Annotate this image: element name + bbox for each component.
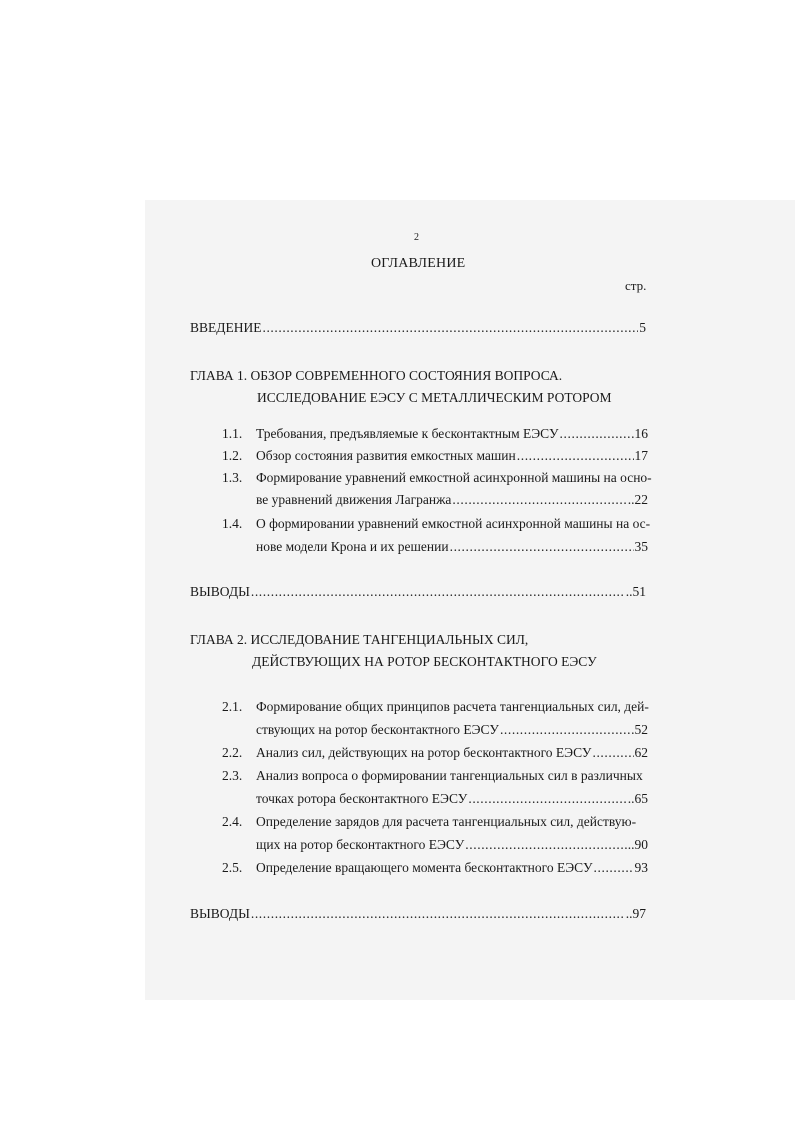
- toc-page: ..51: [625, 584, 646, 599]
- chapter1-heading-line2: ИССЛЕДОВАНИЕ ЕЭСУ С МЕТАЛЛИЧЕСКИМ РОТОРОМ: [257, 390, 612, 405]
- toc-page: 17: [634, 448, 648, 463]
- toc-entry-1-4-line1[interactable]: О формировании уравнений емкостной асинхронной машины на ос-: [256, 516, 651, 531]
- toc-label: точках ротора бесконтактного ЕЭСУ: [256, 791, 468, 806]
- toc-entry-2-3[interactable]: [256, 789, 648, 809]
- toc-entry-ch2-conclusions[interactable]: [190, 904, 646, 924]
- toc-entry-1-3-line1[interactable]: Формирование уравнений емкостной асинхронной машины на осно-: [256, 470, 652, 485]
- page-title: ОГЛАВЛЕНИЕ: [371, 256, 466, 271]
- toc-number: 2.3.: [222, 768, 243, 783]
- toc-entry-1-1[interactable]: [256, 424, 648, 444]
- page-number: 2: [414, 232, 419, 243]
- toc-entry-2-4-line1[interactable]: Определение зарядов для расчета тангенциальных сил, действую-: [256, 814, 637, 829]
- toc-label: Требования, предъявляемые к бесконтактным ЕЭСУ: [256, 426, 559, 441]
- toc-page: 16: [634, 426, 648, 441]
- toc-label: ВВЕДЕНИЕ: [190, 320, 262, 335]
- toc-page: 5: [639, 320, 646, 335]
- leader-dots: [594, 858, 634, 878]
- leader-dots: [465, 835, 626, 855]
- toc-label: Определение вращающего момента бесконтактного ЕЭСУ: [256, 860, 593, 875]
- toc-page: ..22: [627, 492, 648, 507]
- toc-label: нове модели Крона и их решении: [256, 539, 449, 554]
- toc-entry-2-2[interactable]: [256, 743, 648, 763]
- toc-number: 1.1.: [222, 426, 243, 441]
- chapter1-heading-line1: ГЛАВА 1. ОБЗОР СОВРЕМЕННОГО СОСТОЯНИЯ ВОПРОСА.: [190, 368, 563, 383]
- toc-entry-2-4[interactable]: [256, 835, 648, 855]
- toc-label: Обзор состояния развития емкостных машин: [256, 448, 516, 463]
- toc-label: ВЫВОДЫ: [190, 584, 250, 599]
- page-column-label: стр.: [625, 278, 647, 293]
- leader-dots: [452, 490, 626, 510]
- leader-dots: [251, 582, 625, 602]
- toc-number: 2.5.: [222, 860, 243, 875]
- toc-number: 2.1.: [222, 699, 243, 714]
- toc-page: ..97: [625, 906, 646, 921]
- toc-page: 52: [634, 722, 648, 737]
- toc-entry-intro[interactable]: [190, 318, 646, 338]
- leader-dots: [450, 537, 634, 557]
- toc-page: ..90: [627, 837, 648, 852]
- toc-number: 2.4.: [222, 814, 243, 829]
- leader-dots: [500, 720, 634, 740]
- toc-label: Анализ сил, действующих на ротор бесконтактного ЕЭСУ: [256, 745, 592, 760]
- toc-entry-2-3-line1[interactable]: Анализ вопроса о формировании тангенциальных сил в различных: [256, 768, 643, 783]
- toc-entry-1-3[interactable]: [256, 490, 648, 510]
- toc-label: ВЫВОДЫ: [190, 906, 250, 921]
- toc-number: 1.2.: [222, 448, 243, 463]
- toc-label: ствующих на ротор бесконтактного ЕЭСУ: [256, 722, 499, 737]
- toc-label: ве уравнений движения Лагранжа: [256, 492, 452, 507]
- toc-page: ..65: [627, 791, 648, 806]
- leader-dots: [468, 789, 626, 809]
- toc-label: щих на ротор бесконтактного ЕЭСУ: [256, 837, 465, 852]
- toc-number: 1.4.: [222, 516, 243, 531]
- toc-entry-ch1-conclusions[interactable]: [190, 582, 646, 602]
- chapter2-heading-line1: ГЛАВА 2. ИССЛЕДОВАНИЕ ТАНГЕНЦИАЛЬНЫХ СИЛ,: [190, 632, 529, 647]
- toc-page: 93: [634, 860, 648, 875]
- leader-dots: [251, 904, 625, 924]
- leader-dots: [262, 318, 638, 338]
- chapter2-heading-line2: ДЕЙСТВУЮЩИХ НА РОТОР БЕСКОНТАКТНОГО ЕЭСУ: [252, 654, 597, 669]
- toc-number: 2.2.: [222, 745, 243, 760]
- toc-entry-1-4[interactable]: [256, 537, 648, 557]
- toc-entry-1-2[interactable]: [256, 446, 648, 466]
- toc-page: 62: [634, 745, 648, 760]
- leader-dots: [560, 424, 634, 444]
- toc-number: 1.3.: [222, 470, 243, 485]
- toc-page: 35: [634, 539, 648, 554]
- toc-entry-2-5[interactable]: [256, 858, 648, 878]
- leader-dots: [592, 743, 633, 763]
- toc-entry-2-1-line1[interactable]: Формирование общих принципов расчета тангенциальных сил, дей-: [256, 699, 649, 714]
- leader-dots: [517, 446, 634, 466]
- toc-entry-2-1[interactable]: [256, 720, 648, 740]
